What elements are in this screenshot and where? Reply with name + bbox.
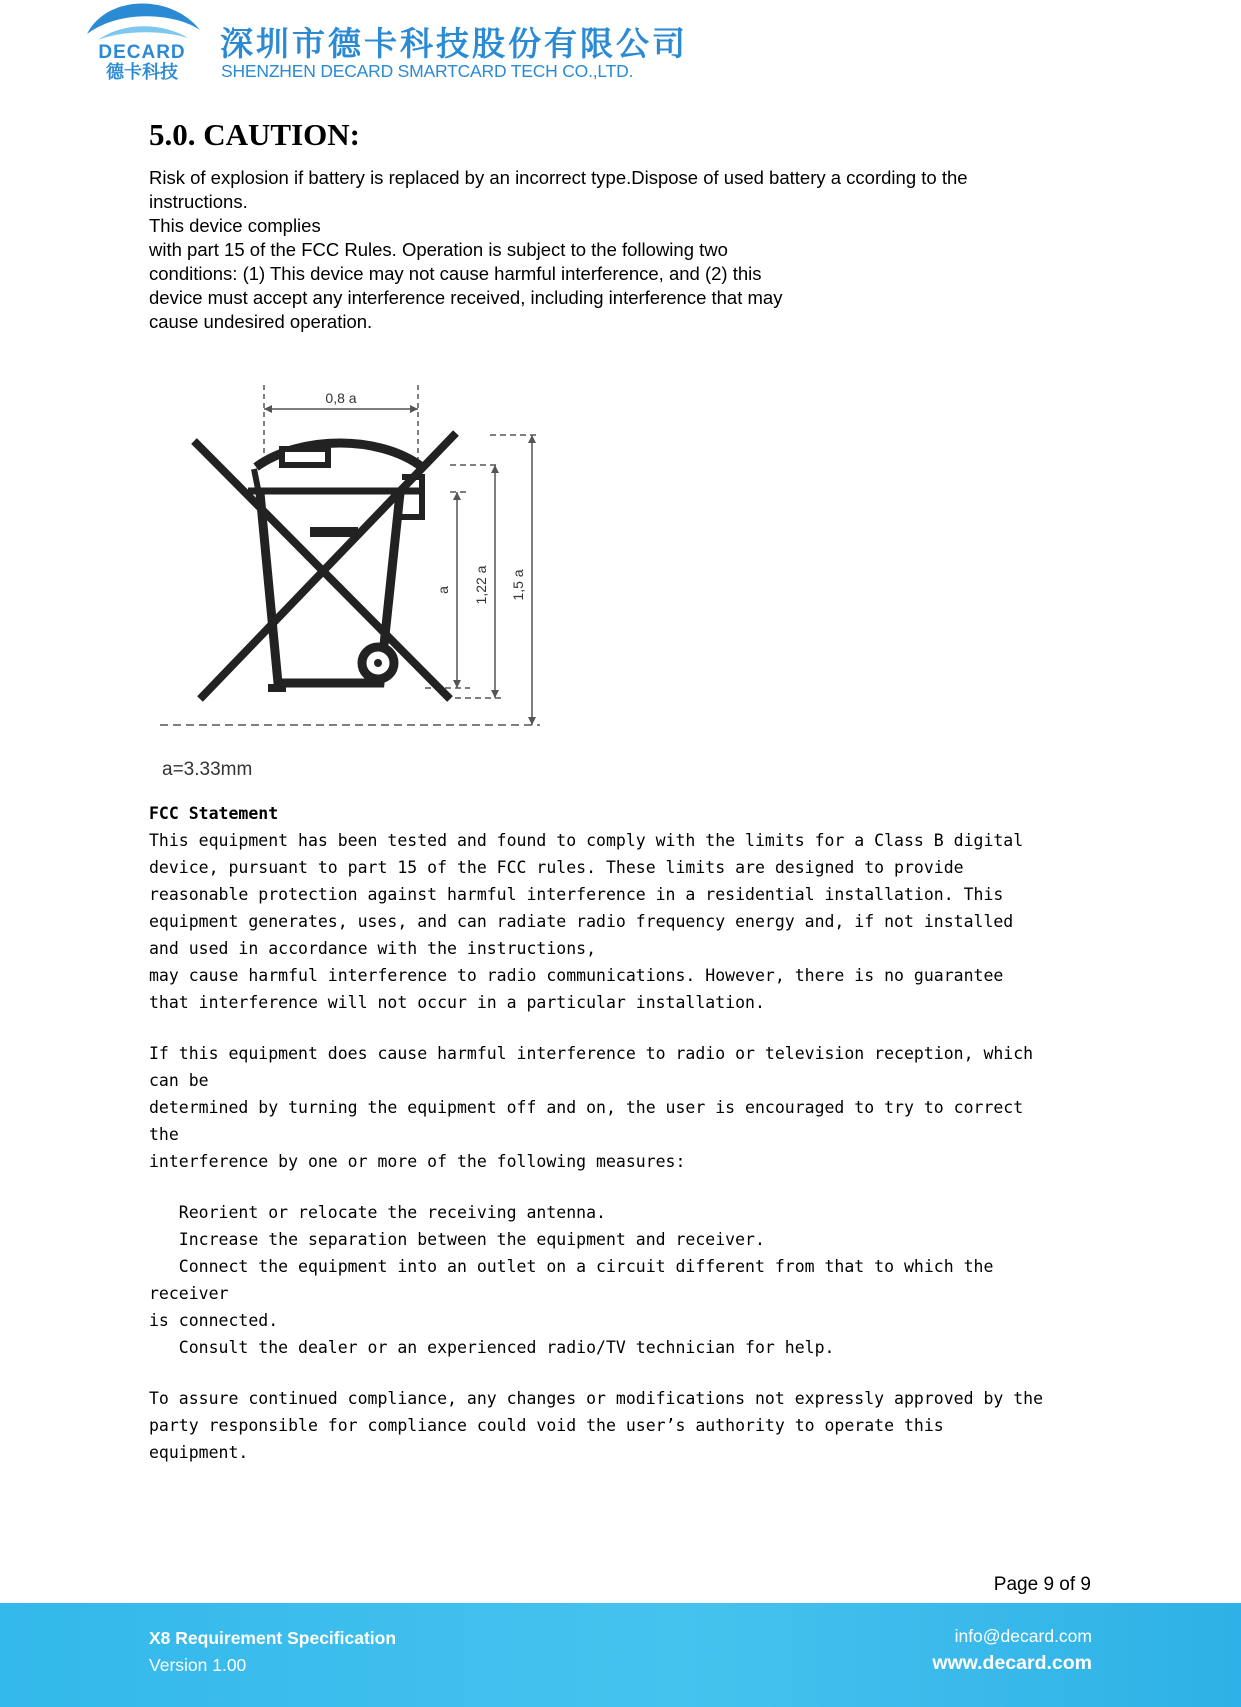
- fcc-line: equipment generates, uses, and can radiate radio frequency energy and, if not installed: [149, 912, 1014, 931]
- fcc-line: the: [149, 1125, 179, 1144]
- caution-text: [149, 166, 968, 334]
- company-name-chinese: 深圳市德卡科技股份有限公司: [220, 24, 688, 63]
- fcc-measure: Increase the separation between the equipment and receiver.: [149, 1230, 765, 1249]
- fcc-measure: receiver: [149, 1284, 229, 1303]
- fcc-line: If this equipment does cause harmful interference to radio or television reception, which: [149, 1044, 1034, 1063]
- fcc-line: This equipment has been tested and found to comply with the limits for a Class B digital: [149, 831, 1024, 850]
- logo-text-cn: 德卡科技: [106, 62, 178, 82]
- caution-line: This device complies: [149, 215, 321, 236]
- fcc-line: and used in accordance with the instructions,: [149, 939, 597, 958]
- paragraph-gap: [149, 1361, 1043, 1385]
- dim-label-width: 0,8 a: [325, 390, 357, 406]
- caution-line: cause undesired operation.: [149, 311, 373, 332]
- dim-label-1-22a: 1,22 a: [473, 565, 489, 605]
- fcc-line: can be: [149, 1071, 209, 1090]
- fcc-measure: Consult the dealer or an experienced radio/TV technician for help.: [149, 1338, 835, 1357]
- dim-label-a: a: [435, 586, 451, 594]
- logo-text-en: DECARD: [98, 42, 186, 63]
- caution-line: Risk of explosion if battery is replaced by an incorrect type.Dispose of used battery a ccording to the: [149, 167, 968, 188]
- footer-bar: [0, 1603, 1241, 1707]
- caution-line: instructions.: [149, 191, 248, 212]
- fcc-line: determined by turning the equipment off and on, the user is encouraged to try to correct: [149, 1098, 1024, 1117]
- fcc-line: may cause harmful interference to radio communications. However, there is no guarantee: [149, 966, 1004, 985]
- fcc-line: reasonable protection against harmful interference in a residential installation. This: [149, 885, 1004, 904]
- fcc-measure: Reorient or relocate the receiving antenna.: [149, 1203, 606, 1222]
- fcc-line: party responsible for compliance could void the user’s authority to operate this: [149, 1416, 944, 1435]
- fcc-line: To assure continued compliance, any changes or modifications not expressly approved by the: [149, 1389, 1044, 1408]
- caution-line: device must accept any interference received, including interference that may: [149, 287, 783, 308]
- dim-label-1-5a: 1,5 a: [510, 569, 526, 601]
- page-number: Page 9 of 9: [993, 1574, 1091, 1595]
- weee-crossed-bin-figure: [160, 385, 540, 785]
- company-name-english: SHENZHEN DECARD SMARTCARD TECH CO.,LTD.: [221, 61, 634, 81]
- fcc-measure: Connect the equipment into an outlet on a circuit different from that to which the: [149, 1257, 994, 1276]
- figure-caption: a=3.33mm: [162, 759, 253, 780]
- paragraph-gap: [149, 1175, 1043, 1199]
- paragraph-gap: [149, 1016, 1043, 1040]
- footer-document-title: X8 Requirement Specification: [149, 1628, 397, 1648]
- footer-version: Version 1.00: [149, 1655, 247, 1675]
- section-title: 5.0. CAUTION:: [149, 117, 360, 152]
- decard-logo: [82, 0, 202, 82]
- fcc-measure: is connected.: [149, 1311, 279, 1330]
- fcc-statement: [149, 800, 1043, 1466]
- fcc-title: FCC Statement: [149, 804, 279, 823]
- fcc-line: that interference will not occur in a particular installation.: [149, 993, 765, 1012]
- footer-website-link[interactable]: www.decard.com: [932, 1652, 1092, 1674]
- caution-line: with part 15 of the FCC Rules. Operation is subject to the following two: [149, 239, 728, 260]
- fcc-line: equipment.: [149, 1443, 249, 1462]
- caution-line: conditions: (1) This device may not cause harmful interference, and (2) this: [149, 263, 762, 284]
- bin-icon: [248, 443, 422, 688]
- fcc-line: interference by one or more of the following measures:: [149, 1152, 686, 1171]
- fcc-line: device, pursuant to part 15 of the FCC rules. These limits are designed to provide: [149, 858, 964, 877]
- footer-email-link[interactable]: info@decard.com: [954, 1626, 1092, 1646]
